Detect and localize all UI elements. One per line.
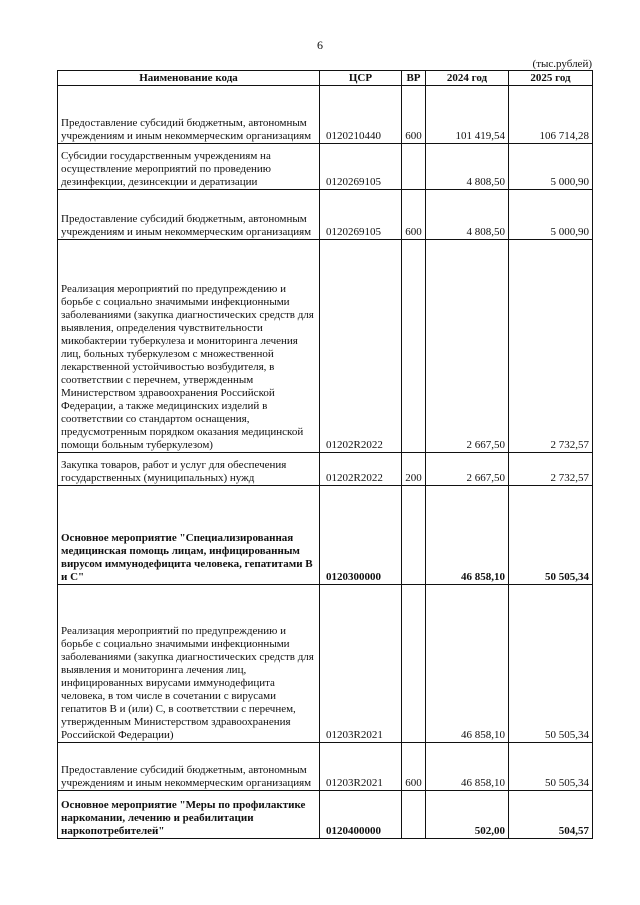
header-csr: ЦСР [320, 71, 402, 86]
row-2025: 50 505,34 [509, 585, 593, 743]
row-2025: 50 505,34 [509, 486, 593, 585]
row-2024: 4 808,50 [426, 190, 509, 240]
row-name: Основное мероприятие "Специализированная медицинская помощь лицам, инфицированным вирусом иммунодефицита человека, гепатитами В и С" [58, 486, 320, 585]
row-vr: 600 [402, 190, 426, 240]
table-row [58, 585, 593, 743]
row-2024: 2 667,50 [426, 240, 509, 453]
header-name: Наименование кода [58, 71, 320, 86]
table-row [58, 791, 593, 839]
row-2024: 4 808,50 [426, 144, 509, 190]
row-2025: 106 714,28 [509, 86, 593, 144]
row-2024: 46 858,10 [426, 743, 509, 791]
row-vr [402, 144, 426, 190]
table-row [58, 743, 593, 791]
row-2024: 46 858,10 [426, 486, 509, 585]
row-name: Основное мероприятие "Меры по профилактике наркомании, лечению и реабилитации наркопотребителей" [58, 791, 320, 839]
header-2025: 2025 год [509, 71, 593, 86]
row-vr [402, 791, 426, 839]
row-name: Реализация мероприятий по предупреждению и борьбе с социально значимыми инфекционными заболеваниями (закупка диагностических средств для выявления и мониторинга лечения лиц, инфицированных вирусами иммунодефицита человека, в том числе в сочетании с вирусами гепатитов В и (или) С, в соответствии с перечнем, утвержденным Министерством здравоохранения Российской Федерации) [58, 585, 320, 743]
page-number: 6 [317, 38, 323, 52]
table-row [58, 86, 593, 144]
row-vr: 600 [402, 86, 426, 144]
row-2025: 2 732,57 [509, 453, 593, 486]
table-row [58, 190, 593, 240]
row-2024: 101 419,54 [426, 86, 509, 144]
row-csr: 0120269105 [320, 144, 402, 190]
row-csr: 01203R2021 [320, 743, 402, 791]
row-vr: 600 [402, 743, 426, 791]
row-2024: 2 667,50 [426, 453, 509, 486]
row-2025: 5 000,90 [509, 144, 593, 190]
header-2024: 2024 год [426, 71, 509, 86]
row-csr: 0120210440 [320, 86, 402, 144]
row-2025: 5 000,90 [509, 190, 593, 240]
row-vr [402, 486, 426, 585]
units-label: (тыс.рублей) [532, 58, 592, 70]
row-csr: 0120300000 [320, 486, 402, 585]
row-vr [402, 585, 426, 743]
row-name: Предоставление субсидий бюджетным, автономным учреждениям и иным некоммерческим организациям [58, 743, 320, 791]
row-csr: 0120269105 [320, 190, 402, 240]
row-csr: 01203R2021 [320, 585, 402, 743]
row-name: Предоставление субсидий бюджетным, автономным учреждениям и иным некоммерческим организациям [58, 190, 320, 240]
row-name: Субсидии государственным учреждениям на осуществление мероприятий по проведению дезинфекции, дезинсекции и дератизации [58, 144, 320, 190]
row-name: Реализация мероприятий по предупреждению и борьбе с социально значимыми инфекционными заболеваниями (закупка диагностических средств для выявления, определения чувствительности микобактерии туберкулеза и мониторинга лечения лиц, больных туберкулезом с множественной лекарственной устойчивостью возбудителя, в соответствии с перечнем, утвержденным Министерством здравоохранения Российской Федерации, а также медицинских изделий в соответствии со стандартом оснащения, предусмотренным порядком оказания медицинской помощи больным туберкулезом) [58, 240, 320, 453]
table-row [58, 240, 593, 453]
row-csr: 0120400000 [320, 791, 402, 839]
row-vr [402, 240, 426, 453]
row-2024: 502,00 [426, 791, 509, 839]
table-row [58, 144, 593, 190]
table-header-row [58, 71, 593, 86]
budget-table [57, 70, 593, 839]
row-2025: 2 732,57 [509, 240, 593, 453]
table-row [58, 486, 593, 585]
row-2024: 46 858,10 [426, 585, 509, 743]
row-name: Предоставление субсидий бюджетным, автономным учреждениям и иным некоммерческим организациям [58, 86, 320, 144]
header-vr: ВР [402, 71, 426, 86]
table-row [58, 453, 593, 486]
row-vr: 200 [402, 453, 426, 486]
row-2025: 50 505,34 [509, 743, 593, 791]
row-csr: 01202R2022 [320, 240, 402, 453]
row-2025: 504,57 [509, 791, 593, 839]
row-name: Закупка товаров, работ и услуг для обеспечения государственных (муниципальных) нужд [58, 453, 320, 486]
row-csr: 01202R2022 [320, 453, 402, 486]
